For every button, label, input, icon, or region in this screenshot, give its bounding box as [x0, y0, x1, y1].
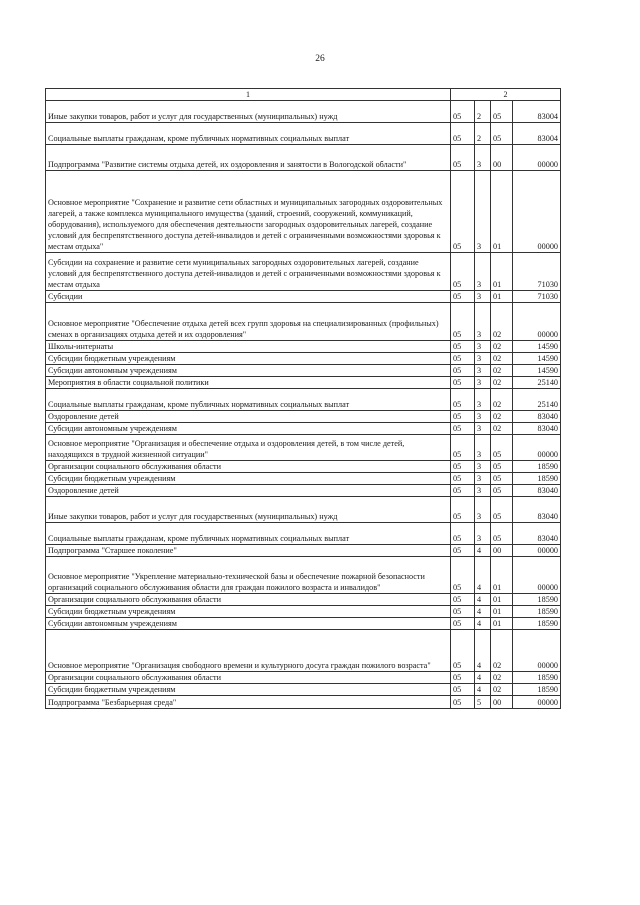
row-event-code: 01	[491, 606, 513, 618]
row-subprogram-code: 4	[475, 606, 491, 618]
row-section-code: 05	[451, 253, 475, 291]
row-name-cell: Субсидии бюджетным учреждениям	[46, 684, 451, 696]
row-target-code: 00000	[513, 435, 561, 461]
row-section-code: 05	[451, 303, 475, 341]
row-section-code: 05	[451, 353, 475, 365]
row-target-code: 18590	[513, 473, 561, 485]
table-row	[46, 377, 561, 389]
row-target-code: 18590	[513, 684, 561, 696]
row-section-code: 05	[451, 545, 475, 557]
row-target-code: 83040	[513, 423, 561, 435]
row-target-code: 00000	[513, 303, 561, 341]
row-subprogram-code: 3	[475, 377, 491, 389]
row-section-code: 05	[451, 630, 475, 672]
row-subprogram-code: 3	[475, 353, 491, 365]
row-target-code: 14590	[513, 353, 561, 365]
row-name-cell: Субсидии автономным учреждениям	[46, 423, 451, 435]
row-event-code: 01	[491, 618, 513, 630]
table-row	[46, 594, 561, 606]
row-subprogram-code: 3	[475, 171, 491, 253]
table-row	[46, 123, 561, 145]
row-section-code: 05	[451, 523, 475, 545]
row-event-code: 00	[491, 545, 513, 557]
row-section-code: 05	[451, 672, 475, 684]
row-name-cell: Школы-интернаты	[46, 341, 451, 353]
row-target-code: 18590	[513, 618, 561, 630]
row-target-code: 18590	[513, 672, 561, 684]
table-row	[46, 557, 561, 594]
row-subprogram-code: 4	[475, 618, 491, 630]
table-row	[46, 684, 561, 696]
table-row	[46, 630, 561, 672]
row-event-code: 01	[491, 594, 513, 606]
row-name-cell: Субсидии бюджетным учреждениям	[46, 473, 451, 485]
row-section-code: 05	[451, 365, 475, 377]
row-target-code: 83004	[513, 123, 561, 145]
row-subprogram-code: 3	[475, 341, 491, 353]
table-row	[46, 423, 561, 435]
table-row	[46, 497, 561, 523]
table-row	[46, 545, 561, 557]
row-name-cell: Субсидии на сохранение и развитие сети муниципальных загородных оздоровительных лагерей, создание условий для беспрепятственного доступа детей-инвалидов и детей с ограниченными возможностями здоровья к местам отдыха	[46, 253, 451, 291]
row-target-code: 00000	[513, 171, 561, 253]
row-event-code: 01	[491, 291, 513, 303]
row-section-code: 05	[451, 411, 475, 423]
row-target-code: 25140	[513, 389, 561, 411]
row-target-code: 71030	[513, 253, 561, 291]
row-name-cell: Социальные выплаты гражданам, кроме публичных нормативных социальных выплат	[46, 523, 451, 545]
row-subprogram-code: 2	[475, 101, 491, 123]
row-event-code: 02	[491, 672, 513, 684]
row-name-cell: Иные закупки товаров, работ и услуг для государственных (муниципальных) нужд	[46, 497, 451, 523]
row-event-code: 05	[491, 123, 513, 145]
table-row	[46, 365, 561, 377]
row-name-cell: Субсидии бюджетным учреждениям	[46, 353, 451, 365]
row-subprogram-code: 4	[475, 594, 491, 606]
table-row	[46, 435, 561, 461]
row-name-cell: Социальные выплаты гражданам, кроме публичных нормативных социальных выплат	[46, 123, 451, 145]
table-row	[46, 696, 561, 709]
row-subprogram-code: 4	[475, 557, 491, 594]
row-name-cell: Основное мероприятие "Сохранение и развитие сети областных и муниципальных загородных оздоровительных лагерей, а также комплекса муниципального имущества (зданий, строений, сооружений, коммуникаций, оборудования), используемого для обеспечения деятельности загородных оздоровительных лагерей, создание условий для беспрепятственного доступа детей-инвалидов и детей с ограниченными возможностями здоровья к местам отдыха"	[46, 171, 451, 253]
row-event-code: 00	[491, 145, 513, 171]
row-section-code: 05	[451, 461, 475, 473]
row-subprogram-code: 2	[475, 123, 491, 145]
row-target-code: 00000	[513, 545, 561, 557]
row-subprogram-code: 3	[475, 389, 491, 411]
table-row	[46, 101, 561, 123]
row-subprogram-code: 4	[475, 684, 491, 696]
table-row	[46, 606, 561, 618]
row-event-code: 01	[491, 253, 513, 291]
row-name-cell: Организации социального обслуживания области	[46, 461, 451, 473]
row-subprogram-code: 3	[475, 523, 491, 545]
row-event-code: 02	[491, 377, 513, 389]
row-event-code: 05	[491, 473, 513, 485]
table-row	[46, 461, 561, 473]
row-subprogram-code: 3	[475, 145, 491, 171]
row-event-code: 05	[491, 101, 513, 123]
table-row	[46, 485, 561, 497]
row-subprogram-code: 3	[475, 365, 491, 377]
row-name-cell: Мероприятия в области социальной политики	[46, 377, 451, 389]
row-event-code: 05	[491, 435, 513, 461]
row-event-code: 02	[491, 341, 513, 353]
row-section-code: 05	[451, 423, 475, 435]
row-name-cell: Субсидии автономным учреждениям	[46, 618, 451, 630]
row-target-code: 00000	[513, 696, 561, 709]
row-name-cell: Основное мероприятие "Организация свободного времени и культурного досуга граждан пожилого возраста"	[46, 630, 451, 672]
row-name-cell: Социальные выплаты гражданам, кроме публичных нормативных социальных выплат	[46, 389, 451, 411]
row-subprogram-code: 5	[475, 696, 491, 709]
table-row	[46, 291, 561, 303]
row-name-cell: Основное мероприятие "Укрепление материально-технической базы и обеспечение пожарной безопасности организаций социального обслуживания области для граждан пожилого возраста и инвалидов"	[46, 557, 451, 594]
header-column-1: 1	[46, 89, 451, 101]
row-event-code: 02	[491, 630, 513, 672]
row-event-code: 05	[491, 485, 513, 497]
row-name-cell: Основное мероприятие "Обеспечение отдыха детей всех групп здоровья на специализированных (профильных) сменах в организациях отдыха детей и их оздоровления"	[46, 303, 451, 341]
row-name-cell: Организации социального обслуживания области	[46, 672, 451, 684]
table-row	[46, 411, 561, 423]
row-section-code: 05	[451, 145, 475, 171]
row-event-code: 02	[491, 389, 513, 411]
row-name-cell: Оздоровление детей	[46, 485, 451, 497]
row-event-code: 02	[491, 423, 513, 435]
row-target-code: 00000	[513, 630, 561, 672]
row-event-code: 02	[491, 365, 513, 377]
row-subprogram-code: 3	[475, 411, 491, 423]
budget-classification-table	[45, 88, 561, 709]
row-subprogram-code: 4	[475, 630, 491, 672]
table-row	[46, 341, 561, 353]
row-event-code: 05	[491, 461, 513, 473]
row-target-code: 18590	[513, 606, 561, 618]
row-event-code: 05	[491, 497, 513, 523]
row-name-cell: Оздоровление детей	[46, 411, 451, 423]
row-event-code: 01	[491, 557, 513, 594]
table-row	[46, 618, 561, 630]
row-name-cell: Подпрограмма "Развитие системы отдыха детей, их оздоровления и занятости в Вологодской области"	[46, 145, 451, 171]
row-subprogram-code: 3	[475, 291, 491, 303]
row-target-code: 18590	[513, 594, 561, 606]
row-subprogram-code: 4	[475, 545, 491, 557]
row-name-cell: Организации социального обслуживания области	[46, 594, 451, 606]
row-event-code: 00	[491, 696, 513, 709]
header-column-2: 2	[451, 89, 561, 101]
row-target-code: 83040	[513, 523, 561, 545]
row-subprogram-code: 3	[475, 473, 491, 485]
row-target-code: 83040	[513, 485, 561, 497]
table-row	[46, 523, 561, 545]
row-name-cell: Подпрограмма "Старшее поколение"	[46, 545, 451, 557]
row-name-cell: Субсидии	[46, 291, 451, 303]
row-subprogram-code: 3	[475, 253, 491, 291]
row-event-code: 02	[491, 411, 513, 423]
row-event-code: 02	[491, 684, 513, 696]
row-target-code: 14590	[513, 341, 561, 353]
row-target-code: 71030	[513, 291, 561, 303]
row-target-code: 83004	[513, 101, 561, 123]
row-event-code: 01	[491, 171, 513, 253]
row-section-code: 05	[451, 101, 475, 123]
row-subprogram-code: 4	[475, 672, 491, 684]
row-section-code: 05	[451, 291, 475, 303]
page-number: 26	[315, 54, 325, 64]
row-section-code: 05	[451, 618, 475, 630]
table-row	[46, 171, 561, 253]
row-target-code: 18590	[513, 461, 561, 473]
row-section-code: 05	[451, 435, 475, 461]
row-name-cell: Основное мероприятие "Организация и обеспечение отдыха и оздоровления детей, в том числе детей, находящихся в трудной жизненной ситуации"	[46, 435, 451, 461]
row-section-code: 05	[451, 473, 475, 485]
row-section-code: 05	[451, 171, 475, 253]
row-section-code: 05	[451, 377, 475, 389]
row-name-cell: Субсидии бюджетным учреждениям	[46, 606, 451, 618]
row-section-code: 05	[451, 557, 475, 594]
row-name-cell: Иные закупки товаров, работ и услуг для государственных (муниципальных) нужд	[46, 101, 451, 123]
row-section-code: 05	[451, 594, 475, 606]
table-row	[46, 389, 561, 411]
table-row	[46, 353, 561, 365]
row-target-code: 00000	[513, 557, 561, 594]
row-subprogram-code: 3	[475, 461, 491, 473]
table-row	[46, 145, 561, 171]
row-target-code: 25140	[513, 377, 561, 389]
row-name-cell: Субсидии автономным учреждениям	[46, 365, 451, 377]
row-subprogram-code: 3	[475, 423, 491, 435]
row-target-code: 83040	[513, 411, 561, 423]
row-target-code: 00000	[513, 145, 561, 171]
row-subprogram-code: 3	[475, 435, 491, 461]
row-section-code: 05	[451, 341, 475, 353]
row-section-code: 05	[451, 696, 475, 709]
row-event-code: 02	[491, 303, 513, 341]
row-section-code: 05	[451, 389, 475, 411]
row-subprogram-code: 3	[475, 485, 491, 497]
row-section-code: 05	[451, 684, 475, 696]
row-section-code: 05	[451, 123, 475, 145]
row-name-cell: Подпрограмма "Безбарьерная среда"	[46, 696, 451, 709]
row-event-code: 02	[491, 353, 513, 365]
row-event-code: 05	[491, 523, 513, 545]
row-subprogram-code: 3	[475, 497, 491, 523]
row-section-code: 05	[451, 497, 475, 523]
row-target-code: 14590	[513, 365, 561, 377]
table-row	[46, 303, 561, 341]
table-row	[46, 672, 561, 684]
row-subprogram-code: 3	[475, 303, 491, 341]
table-row	[46, 473, 561, 485]
table-row	[46, 253, 561, 291]
row-section-code: 05	[451, 485, 475, 497]
table-header-row	[46, 89, 561, 101]
row-target-code: 83040	[513, 497, 561, 523]
row-section-code: 05	[451, 606, 475, 618]
